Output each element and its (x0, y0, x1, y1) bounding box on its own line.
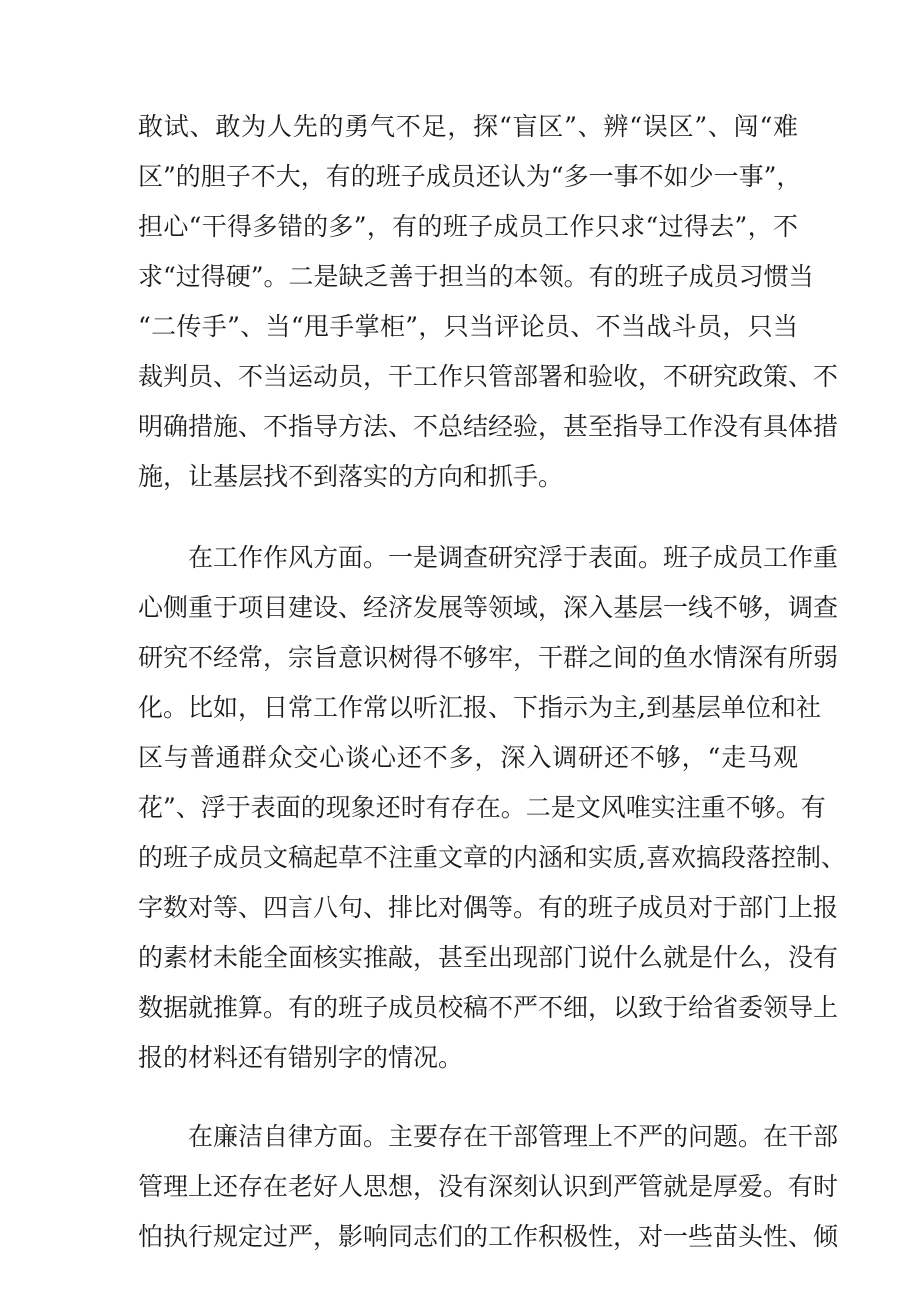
text-line: “二传手”、当“甩手掌柜”，只当评论员、不当战斗员，只当 (138, 312, 798, 341)
text-line: 心侧重于项目建设、经济发展等领域，深入基层一线不够，调查 (138, 593, 839, 622)
text-line: 化。比如，日常工作常以听汇报、下指示为主,到基层单位和社 (138, 693, 821, 722)
paragraph-first-line: 在廉洁自律方面。主要存在干部管理上不严的问题。在干部 (188, 1122, 839, 1151)
text-line: 裁判员、不当运动员，干工作只管部署和验收，不研究政策、不 (138, 362, 839, 391)
paragraph-first-line: 在工作作风方面。一是调查研究浮于表面。班子成员工作重 (188, 543, 839, 572)
text-line: 明确措施、不指导方法、不总结经验，甚至指导工作没有具体措 (138, 412, 839, 441)
text-line: 施，让基层找不到落实的方向和抓手。 (138, 462, 564, 491)
text-line: 的素材未能全面核实推敲，甚至出现部门说什么就是什么，没有 (138, 943, 839, 972)
text-line: 报的材料还有错别字的情况。 (138, 1043, 464, 1072)
text-line: 担心“干得多错的多”，有的班子成员工作只求“过得去”，不 (138, 212, 798, 241)
text-line: 怕执行规定过严，影响同志们的工作积极性，对一些苗头性、倾 (138, 1222, 839, 1251)
text-line: 的班子成员文稿起草不注重文章的内涵和实质,喜欢搞段落控制、 (138, 843, 846, 872)
text-line: 数据就推算。有的班子成员校稿不严不细，以致于给省委领导上 (138, 993, 839, 1022)
text-line: 管理上还存在老好人思想，没有深刻认识到严管就是厚爱。有时 (138, 1172, 839, 1201)
text-line: 求“过得硬”。二是缺乏善于担当的本领。有的班子成员习惯当 (138, 262, 814, 291)
text-line: 区与普通群众交心谈心还不多，深入调研还不够，“走马观 (138, 743, 798, 772)
text-line: 研究不经常，宗旨意识树得不够牢，干群之间的鱼水情深有所弱 (138, 643, 839, 672)
text-line: 区”的胆子不大，有的班子成员还认为“多一事不如少一事”， (138, 162, 802, 191)
text-line: 花”、浮于表面的现象还时有存在。二是文风唯实注重不够。有 (138, 793, 826, 822)
text-line: 字数对等、四言八句、排比对偶等。有的班子成员对于部门上报 (138, 893, 839, 922)
text-line: 敢试、敢为人先的勇气不足，探“盲区”、辨“误区”、闯“难 (138, 112, 798, 141)
